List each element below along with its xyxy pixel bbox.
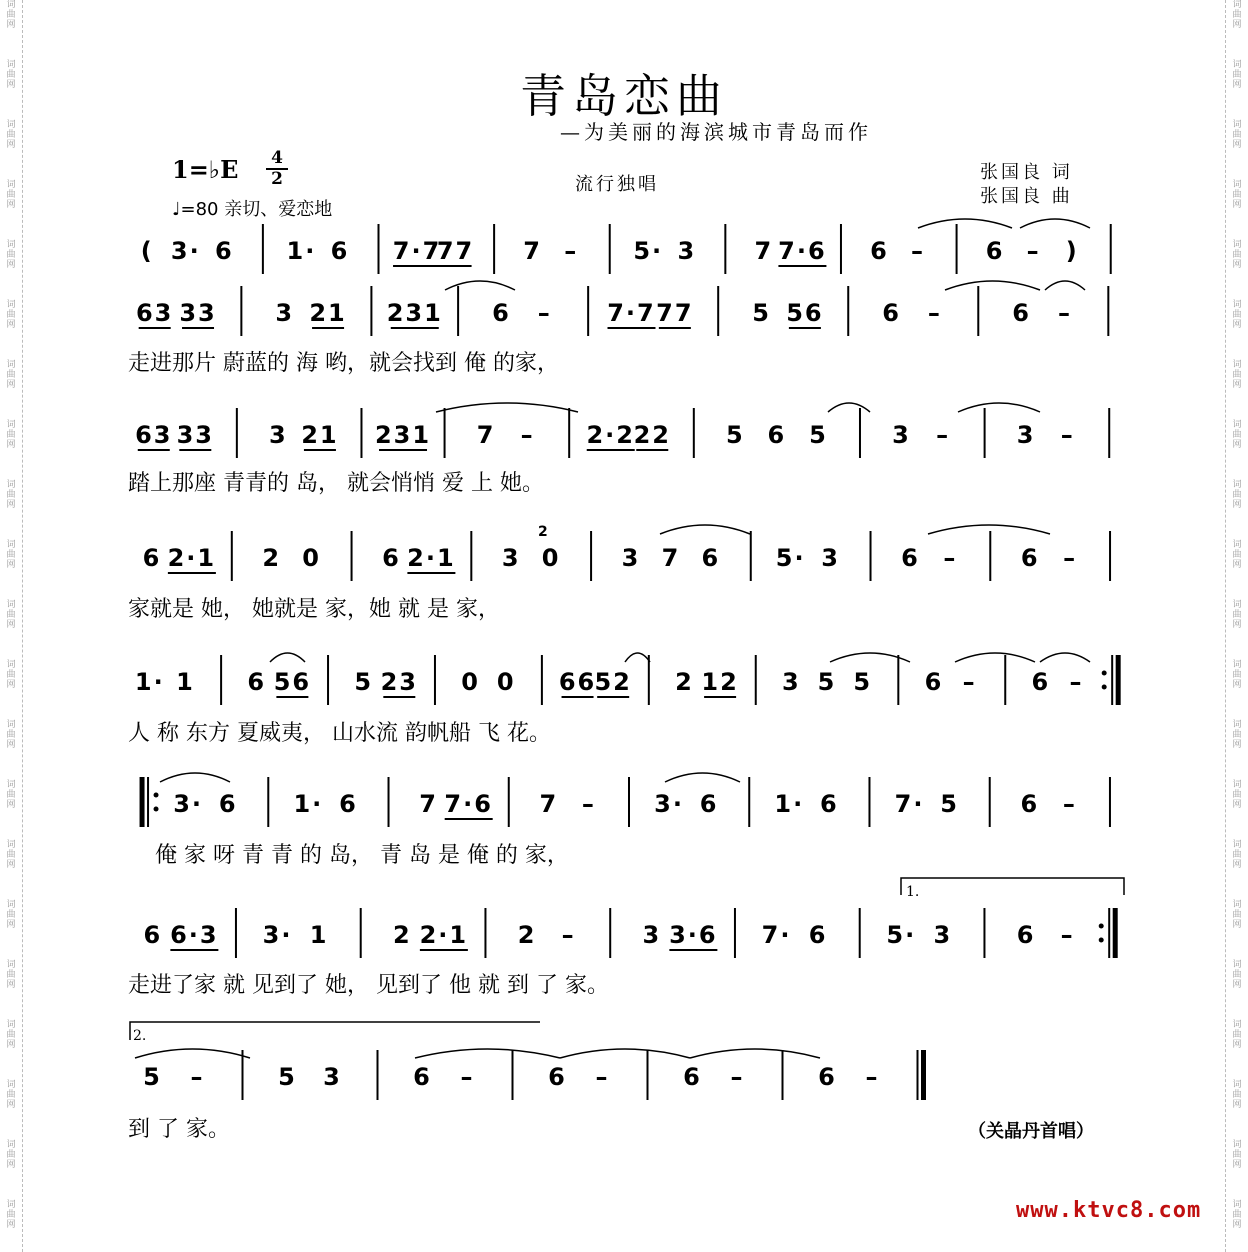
note-group: 7 <box>476 421 496 449</box>
note-group: 3 <box>782 668 801 696</box>
note-group: 6·3 <box>170 921 219 949</box>
note-group: 5· <box>633 237 664 265</box>
note-group: 77 <box>436 237 475 265</box>
note-group: 5 <box>752 299 771 327</box>
note-group: 5 <box>143 1063 162 1091</box>
note-group: – <box>190 1063 205 1091</box>
slur-arc <box>958 403 1040 412</box>
note-group: 6 <box>339 790 358 818</box>
watermark-text: 词 曲 网 <box>6 960 16 990</box>
note-group: 3 <box>892 421 911 449</box>
lyric-line-4: 人 称 东方 夏威夷， 山水流 韵帆船 飞 花。 <box>128 721 551 746</box>
note-group: 2·1 <box>419 921 469 949</box>
note-group: 6 <box>143 921 163 949</box>
lyric-line-2: 踏上那座 青青的 岛， 就会悄悄 爱 上 她。 <box>128 471 544 496</box>
note-group: 5 <box>809 421 828 449</box>
note-group: 3 <box>323 1063 342 1091</box>
note-group: 6 <box>870 237 889 265</box>
note-group: 5 <box>354 668 374 696</box>
watermark-text: 词 曲 网 <box>6 0 16 30</box>
volta-2-label: 2. <box>133 1028 147 1044</box>
note-group: – <box>1060 921 1075 949</box>
note-group: 2·2 <box>586 421 635 449</box>
note-group: 3 <box>269 421 288 449</box>
note-group: 6 <box>1020 544 1040 572</box>
note-group: 5 <box>278 1063 297 1091</box>
watermark-text: 词 曲 网 <box>6 360 16 390</box>
note-group: 6 <box>901 544 920 572</box>
watermark-text: 词 曲 网 <box>1232 660 1242 690</box>
lyric-line-1: 走进那片 蔚蓝的 海 哟，就会找到 俺 的家， <box>128 351 559 376</box>
note-group: 7· <box>894 790 925 818</box>
note-group: 63 <box>135 299 174 327</box>
note-group: 6 <box>767 421 787 449</box>
note-group: – <box>581 790 596 818</box>
note-group: – <box>936 421 951 449</box>
note-group: 6 <box>1020 790 1040 818</box>
note-group: 63 <box>135 421 173 449</box>
note-group: 3· <box>173 790 204 818</box>
note-group: 1· <box>293 790 324 818</box>
performance-style: 流行独唱 <box>575 174 659 195</box>
watermark-text: 词 曲 网 <box>6 540 16 570</box>
note-group: 33 <box>176 421 215 449</box>
watermark-text: 词 曲 网 <box>1232 1200 1242 1230</box>
note-group: 6 <box>247 668 267 696</box>
note-group: – <box>561 921 576 949</box>
note-group: 3· <box>262 921 293 949</box>
slur-arc <box>270 653 305 662</box>
time-signature-bottom: 2 <box>271 169 283 189</box>
note-group: 2 <box>517 921 537 949</box>
slur-arc <box>1020 219 1090 228</box>
slur-arc <box>1040 653 1090 662</box>
slur-arc <box>945 281 1040 290</box>
key-signature: 1=♭E <box>172 155 239 184</box>
slur-arc <box>625 653 650 662</box>
note-group: 3 <box>501 544 521 572</box>
note-group: 2·1 <box>167 544 217 572</box>
slur-arc <box>160 773 230 782</box>
note-group: 3 <box>621 544 641 572</box>
note-group: 3 <box>677 237 697 265</box>
note-group: 52 <box>594 668 632 696</box>
watermark-text: 词 曲 网 <box>6 900 16 930</box>
note-group: 2 <box>675 668 694 696</box>
singer-credit: （关晶丹首唱） <box>968 1121 1094 1142</box>
note-group: 3· <box>654 790 684 818</box>
watermark-text: 词 曲 网 <box>1232 1140 1242 1170</box>
note-group: 33 <box>179 299 217 327</box>
note-group: 3·6 <box>669 921 718 949</box>
note-group: 6 <box>985 237 1005 265</box>
watermark-text: 词 曲 网 <box>6 600 16 630</box>
watermark-text: 词 曲 网 <box>1232 840 1242 870</box>
note-group: – <box>1057 299 1072 327</box>
watermark-text: 词 曲 网 <box>1232 60 1242 90</box>
note-group: 21 <box>309 299 347 327</box>
note-group: 12 <box>701 668 739 696</box>
note-group: 0 <box>302 544 321 572</box>
note-group: 3 <box>821 544 840 572</box>
note-group: 3· <box>170 237 201 265</box>
note-group: 6 <box>330 237 350 265</box>
watermark-text: 词 曲 网 <box>1232 360 1242 390</box>
note-group: – <box>943 544 958 572</box>
slur-arc <box>415 1049 560 1058</box>
note-group: 7 <box>754 237 774 265</box>
note-group: 77 <box>656 299 694 327</box>
slur-arc <box>135 1049 250 1058</box>
note-group: 6 <box>1016 921 1036 949</box>
note-group: 0 <box>541 544 561 572</box>
note-group: 6 <box>492 299 511 327</box>
note-group: – <box>962 668 977 696</box>
note-group: 7· <box>761 921 792 949</box>
note-group: 0 <box>496 668 516 696</box>
note-group: – <box>927 299 942 327</box>
slur-arc <box>828 403 870 412</box>
slur-arc <box>690 1049 820 1058</box>
note-group: 1· <box>774 790 805 818</box>
note-group: 6 <box>699 790 719 818</box>
song-subtitle: —为美丽的海滨城市青岛而作 <box>560 120 872 144</box>
watermark-text: 词 曲 网 <box>6 1140 16 1170</box>
note-group: – <box>595 1063 610 1091</box>
composer-credit: 张国良 曲 <box>980 186 1073 207</box>
note-group: 22 <box>633 421 671 449</box>
watermark-text: 词 曲 网 <box>1232 900 1242 930</box>
note-group: 1 <box>176 668 195 696</box>
song-title: 青岛恋曲 <box>520 69 728 123</box>
note-group: – <box>865 1063 880 1091</box>
note-group: 6 <box>818 1063 837 1091</box>
note-group: 6 <box>924 668 944 696</box>
note-group: 5 <box>940 790 959 818</box>
slur-arc <box>560 1049 690 1058</box>
volta-2-bracket <box>130 1022 540 1040</box>
note-group: 3 <box>1016 421 1036 449</box>
watermark-text: 词 曲 网 <box>6 1020 16 1050</box>
note-group: – <box>1063 544 1078 572</box>
note-group: 6 <box>1031 668 1051 696</box>
note-group: 6 <box>548 1063 567 1091</box>
note-group: 2 <box>262 544 282 572</box>
note-group: – <box>460 1063 475 1091</box>
watermark-text: 词 曲 网 <box>1232 1080 1242 1110</box>
note-group: – <box>564 237 579 265</box>
note-group: – <box>730 1063 745 1091</box>
note-group: 5 <box>726 421 745 449</box>
lyric-line-7: 到 了 家。 <box>128 1117 230 1142</box>
note-group: ( <box>140 237 154 265</box>
slur-arc <box>955 653 1035 662</box>
watermark-text: 词 曲 网 <box>1232 300 1242 330</box>
note-group: 2 <box>392 921 412 949</box>
repeat-dot <box>154 807 159 812</box>
note-group: 1· <box>286 237 317 265</box>
watermark-text: 词 曲 网 <box>1232 1020 1242 1050</box>
note-group: – <box>520 421 535 449</box>
time-signature-top: 4 <box>271 148 283 168</box>
note-group: 6 <box>413 1063 432 1091</box>
watermark-text: 词 曲 网 <box>1232 0 1242 30</box>
watermark-text: 词 曲 网 <box>1232 120 1242 150</box>
watermark-text: 词 曲 网 <box>6 420 16 450</box>
note-group: 1 <box>309 921 329 949</box>
watermark-text: 词 曲 网 <box>6 300 16 330</box>
note-group: 6 <box>882 299 901 327</box>
note-group: 23 <box>380 668 419 696</box>
tempo-marking: ♩=80 亲切、爱恋地 <box>172 199 333 220</box>
note-group: ) <box>1065 237 1079 265</box>
slur-arc <box>436 403 578 412</box>
volta-1-bracket <box>901 878 1124 895</box>
repeat-dot <box>154 793 159 798</box>
note-group: 3 <box>933 921 953 949</box>
note-group: 0 <box>461 668 480 696</box>
repeat-dot <box>1099 924 1104 929</box>
note-group: 7·7 <box>392 237 442 265</box>
note-group: 7 <box>661 544 681 572</box>
note-group: – <box>1062 790 1077 818</box>
lyric-line-3: 家就是 她， 她就是 家，她 就 是 家， <box>128 597 500 622</box>
watermark-text: 词 曲 网 <box>1232 420 1242 450</box>
watermark-text: 词 曲 网 <box>1232 180 1242 210</box>
note-group: 7 <box>419 790 438 818</box>
note-group: 5· <box>886 921 917 949</box>
note-group: – <box>1060 421 1075 449</box>
note-group: 2·1 <box>407 544 456 572</box>
watermark-text: 词 曲 网 <box>6 1200 16 1230</box>
watermark-text: 词 曲 网 <box>1232 780 1242 810</box>
meter-change-label: 2 <box>538 524 548 540</box>
watermark-text: 词 曲 网 <box>1232 240 1242 270</box>
note-group: 7·6 <box>444 790 493 818</box>
repeat-dot <box>1099 938 1104 943</box>
note-group: 6 <box>382 544 401 572</box>
watermark-text: 词 曲 网 <box>6 180 16 210</box>
note-group: 56 <box>786 299 824 327</box>
website-logo[interactable]: www.ktvc8.com <box>1016 1198 1202 1223</box>
lyric-line-5: 俺 家 呀 青 青 的 岛， 青 岛 是 俺 的 家， <box>155 843 569 868</box>
lyric-line-6: 走进了家 就 见到了 她， 见到了 他 就 到 了 家。 <box>128 973 609 998</box>
watermark-text: 词 曲 网 <box>1232 540 1242 570</box>
watermark-text: 词 曲 网 <box>6 480 16 510</box>
note-group: 5 <box>817 668 837 696</box>
note-group: 6 <box>683 1063 702 1091</box>
note-group: 21 <box>301 421 339 449</box>
note-group: 66 <box>558 668 597 696</box>
slur-arc <box>660 525 750 534</box>
note-group: 231 <box>374 421 432 449</box>
note-group: 56 <box>273 668 312 696</box>
slur-arc <box>928 525 1050 534</box>
slur-arc <box>1045 281 1085 290</box>
slur-arc <box>445 281 515 290</box>
watermark-text: 词 曲 网 <box>6 60 16 90</box>
note-group: 6 <box>218 790 238 818</box>
watermark-text: 词 曲 网 <box>1232 960 1242 990</box>
note-group: 231 <box>386 299 443 327</box>
watermark-text: 词 曲 网 <box>6 1080 16 1110</box>
note-group: 1· <box>134 668 165 696</box>
note-group: 6 <box>701 544 721 572</box>
slur-arc <box>665 773 740 782</box>
note-group: – <box>911 237 926 265</box>
repeat-dot <box>1102 671 1107 676</box>
note-group: – <box>1026 237 1041 265</box>
watermark-text: 词 曲 网 <box>1232 600 1242 630</box>
note-group: 7 <box>523 237 543 265</box>
note-group: 3 <box>642 921 662 949</box>
note-group: 7·6 <box>778 237 827 265</box>
volta-1-label: 1. <box>906 884 920 900</box>
watermark-text: 词 曲 网 <box>6 120 16 150</box>
note-group: 6 <box>820 790 839 818</box>
watermark-text: 词 曲 网 <box>6 840 16 870</box>
note-group: 3 <box>275 299 295 327</box>
note-group: – <box>1069 668 1084 696</box>
repeat-dot <box>1102 685 1107 690</box>
note-group: 6 <box>142 544 162 572</box>
watermark-text: 词 曲 网 <box>6 660 16 690</box>
note-group: 7·7 <box>607 299 656 327</box>
note-group: 5 <box>853 668 873 696</box>
lyricist-credit: 张国良 词 <box>980 162 1073 183</box>
watermark-text: 词 曲 网 <box>6 240 16 270</box>
note-group: 6 <box>1012 299 1031 327</box>
watermark-text: 词 曲 网 <box>1232 720 1242 750</box>
watermark-text: 词 曲 网 <box>1232 480 1242 510</box>
watermark-text: 词 曲 网 <box>6 780 16 810</box>
note-group: – <box>537 299 552 327</box>
note-group: 7 <box>539 790 559 818</box>
note-group: 6 <box>808 921 828 949</box>
watermark-text: 词 曲 网 <box>6 720 16 750</box>
note-group: 5· <box>775 544 806 572</box>
note-group: 6 <box>214 237 234 265</box>
slur-arc <box>918 219 1012 228</box>
